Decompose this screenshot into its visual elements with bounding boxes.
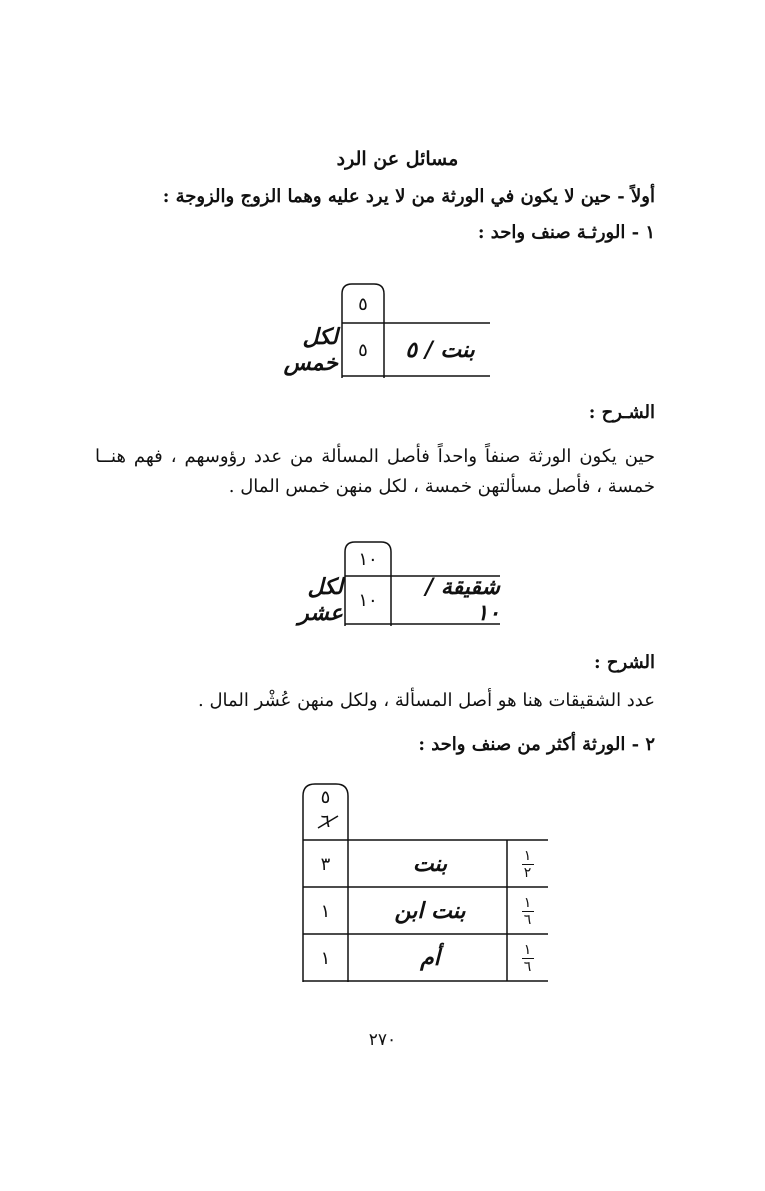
table-two-base: ١٠	[358, 548, 378, 570]
table-three-row-1-heir: بنت	[412, 851, 448, 877]
explanation-one-label: الشـرح :	[588, 402, 655, 423]
table-three-row-3-fraction	[507, 936, 548, 980]
table-three-row-2-fraction	[507, 889, 548, 933]
section-heading: أولاً - حين لا يكون في الورثة من لا يرد عليه وهما الزوج والزوجة :	[162, 186, 655, 207]
page-number: ٢٧٠	[368, 1030, 397, 1050]
subsection-one-heading: ١ - الورثـة صنف واحد :	[477, 222, 655, 243]
table-one-note: لكل خمس	[283, 324, 338, 376]
fraction-numerator: ١	[523, 894, 532, 911]
table-three-row-1-fraction	[507, 842, 548, 886]
table-one-share: ٥	[358, 339, 368, 361]
table-three-base-old: ٦	[320, 810, 331, 832]
table-three-row-2-share: ١	[320, 900, 331, 922]
subsection-two-heading: ٢ - الورثة أكثر من صنف واحد :	[418, 734, 655, 755]
explanation-one-text: حين يكون الورثة صنفاً واحداً فأصل المسألة من عدد رؤوسهم ، فهم هنــا خمسة ، فأصل مسألتهن خمسة ، لكل منهن خمس المال .	[95, 446, 655, 497]
page-title: مسائل عن الرد	[336, 148, 459, 170]
table-two-share: ١٠	[358, 589, 378, 611]
table-one-base: ٥	[358, 293, 368, 315]
table-three-row-2-heir: بنت ابن	[394, 898, 466, 924]
explanation-two-text: عدد الشقيقات هنا هو أصل المسألة ، ولكل منهن عُشْر المال .	[198, 690, 655, 711]
fraction-numerator: ١	[523, 941, 532, 958]
table-two-note: لكل عشر	[298, 574, 343, 626]
explanation-two-label: الشرح :	[593, 652, 655, 673]
table-three-row-3-share: ١	[320, 947, 331, 969]
table-three	[300, 780, 550, 990]
fraction-numerator: ١	[523, 847, 532, 864]
table-three-row-3-heir: أم	[420, 945, 440, 971]
table-one-heir: بنت / ٥	[405, 337, 475, 363]
table-two-heir: شقيقة / ١٠	[425, 574, 500, 626]
table-two	[255, 538, 505, 630]
fraction-denominator: ٦	[523, 958, 532, 975]
table-three-row-1-share: ٣	[320, 853, 331, 875]
fraction-denominator: ٢	[523, 864, 532, 881]
table-three-base-new: ٥	[320, 786, 331, 808]
fraction-denominator: ٦	[523, 911, 532, 928]
table-one	[250, 280, 500, 380]
